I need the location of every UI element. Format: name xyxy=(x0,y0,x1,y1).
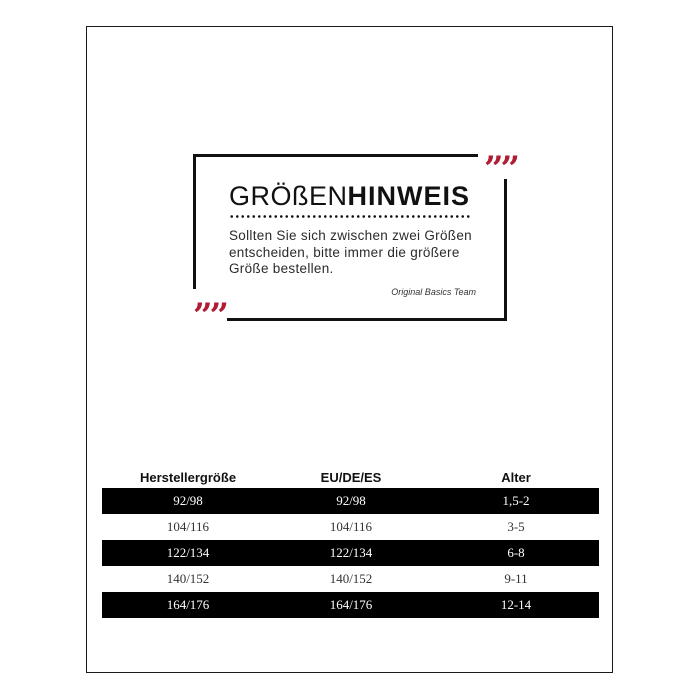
frame-line-left xyxy=(193,154,196,289)
closing-quote-icon: ”” xyxy=(484,149,518,189)
signature: Original Basics Team xyxy=(391,287,476,297)
manufacturer-size-cell: 140/152 xyxy=(166,571,210,586)
age-cell: 6-8 xyxy=(507,545,525,560)
table-row xyxy=(102,592,599,618)
opening-quote-icon: ”” xyxy=(193,296,227,336)
eu-size-cell: 164/176 xyxy=(329,597,373,612)
frame-line-top xyxy=(193,154,478,157)
frame-line-bottom xyxy=(227,318,507,321)
eu-size-cell: 92/98 xyxy=(336,493,366,508)
eu-size-cell: 104/116 xyxy=(329,519,373,534)
eu-size-cell: 122/134 xyxy=(329,545,373,560)
manufacturer-size-cell: 164/176 xyxy=(166,597,210,612)
table-row xyxy=(102,488,599,514)
size-hint-text: Sollten Sie sich zwischen zwei Größen entscheiden, bitte immer die größere Größe bestellen. xyxy=(229,228,472,276)
age-cell: 3-5 xyxy=(507,519,525,534)
manufacturer-size-cell: 122/134 xyxy=(166,545,210,560)
age-cell: 9-11 xyxy=(504,571,528,586)
title-thin-part: GRÖßEN xyxy=(229,181,348,211)
table-row xyxy=(102,514,599,540)
eu-size-cell: 140/152 xyxy=(329,571,373,586)
table-row xyxy=(102,540,599,566)
manufacturer-size-cell: 104/116 xyxy=(166,519,210,534)
frame-line-right xyxy=(504,179,507,321)
size-table xyxy=(102,467,599,618)
header-eu-size: EU/DE/ES xyxy=(320,470,382,485)
table-header xyxy=(102,467,599,488)
age-cell: 12-14 xyxy=(500,597,532,612)
age-cell: 1,5-2 xyxy=(502,493,530,508)
manufacturer-size-cell: 92/98 xyxy=(173,493,203,508)
size-chart-card xyxy=(86,26,613,673)
size-hint-title xyxy=(229,179,470,213)
title-bold-part: HINWEIS xyxy=(347,181,471,211)
size-hint-box xyxy=(193,149,518,336)
dotted-divider xyxy=(229,215,472,218)
header-manufacturer-size: Herstellergröße xyxy=(139,470,237,485)
table-row xyxy=(102,566,599,592)
header-age: Alter xyxy=(501,470,531,485)
